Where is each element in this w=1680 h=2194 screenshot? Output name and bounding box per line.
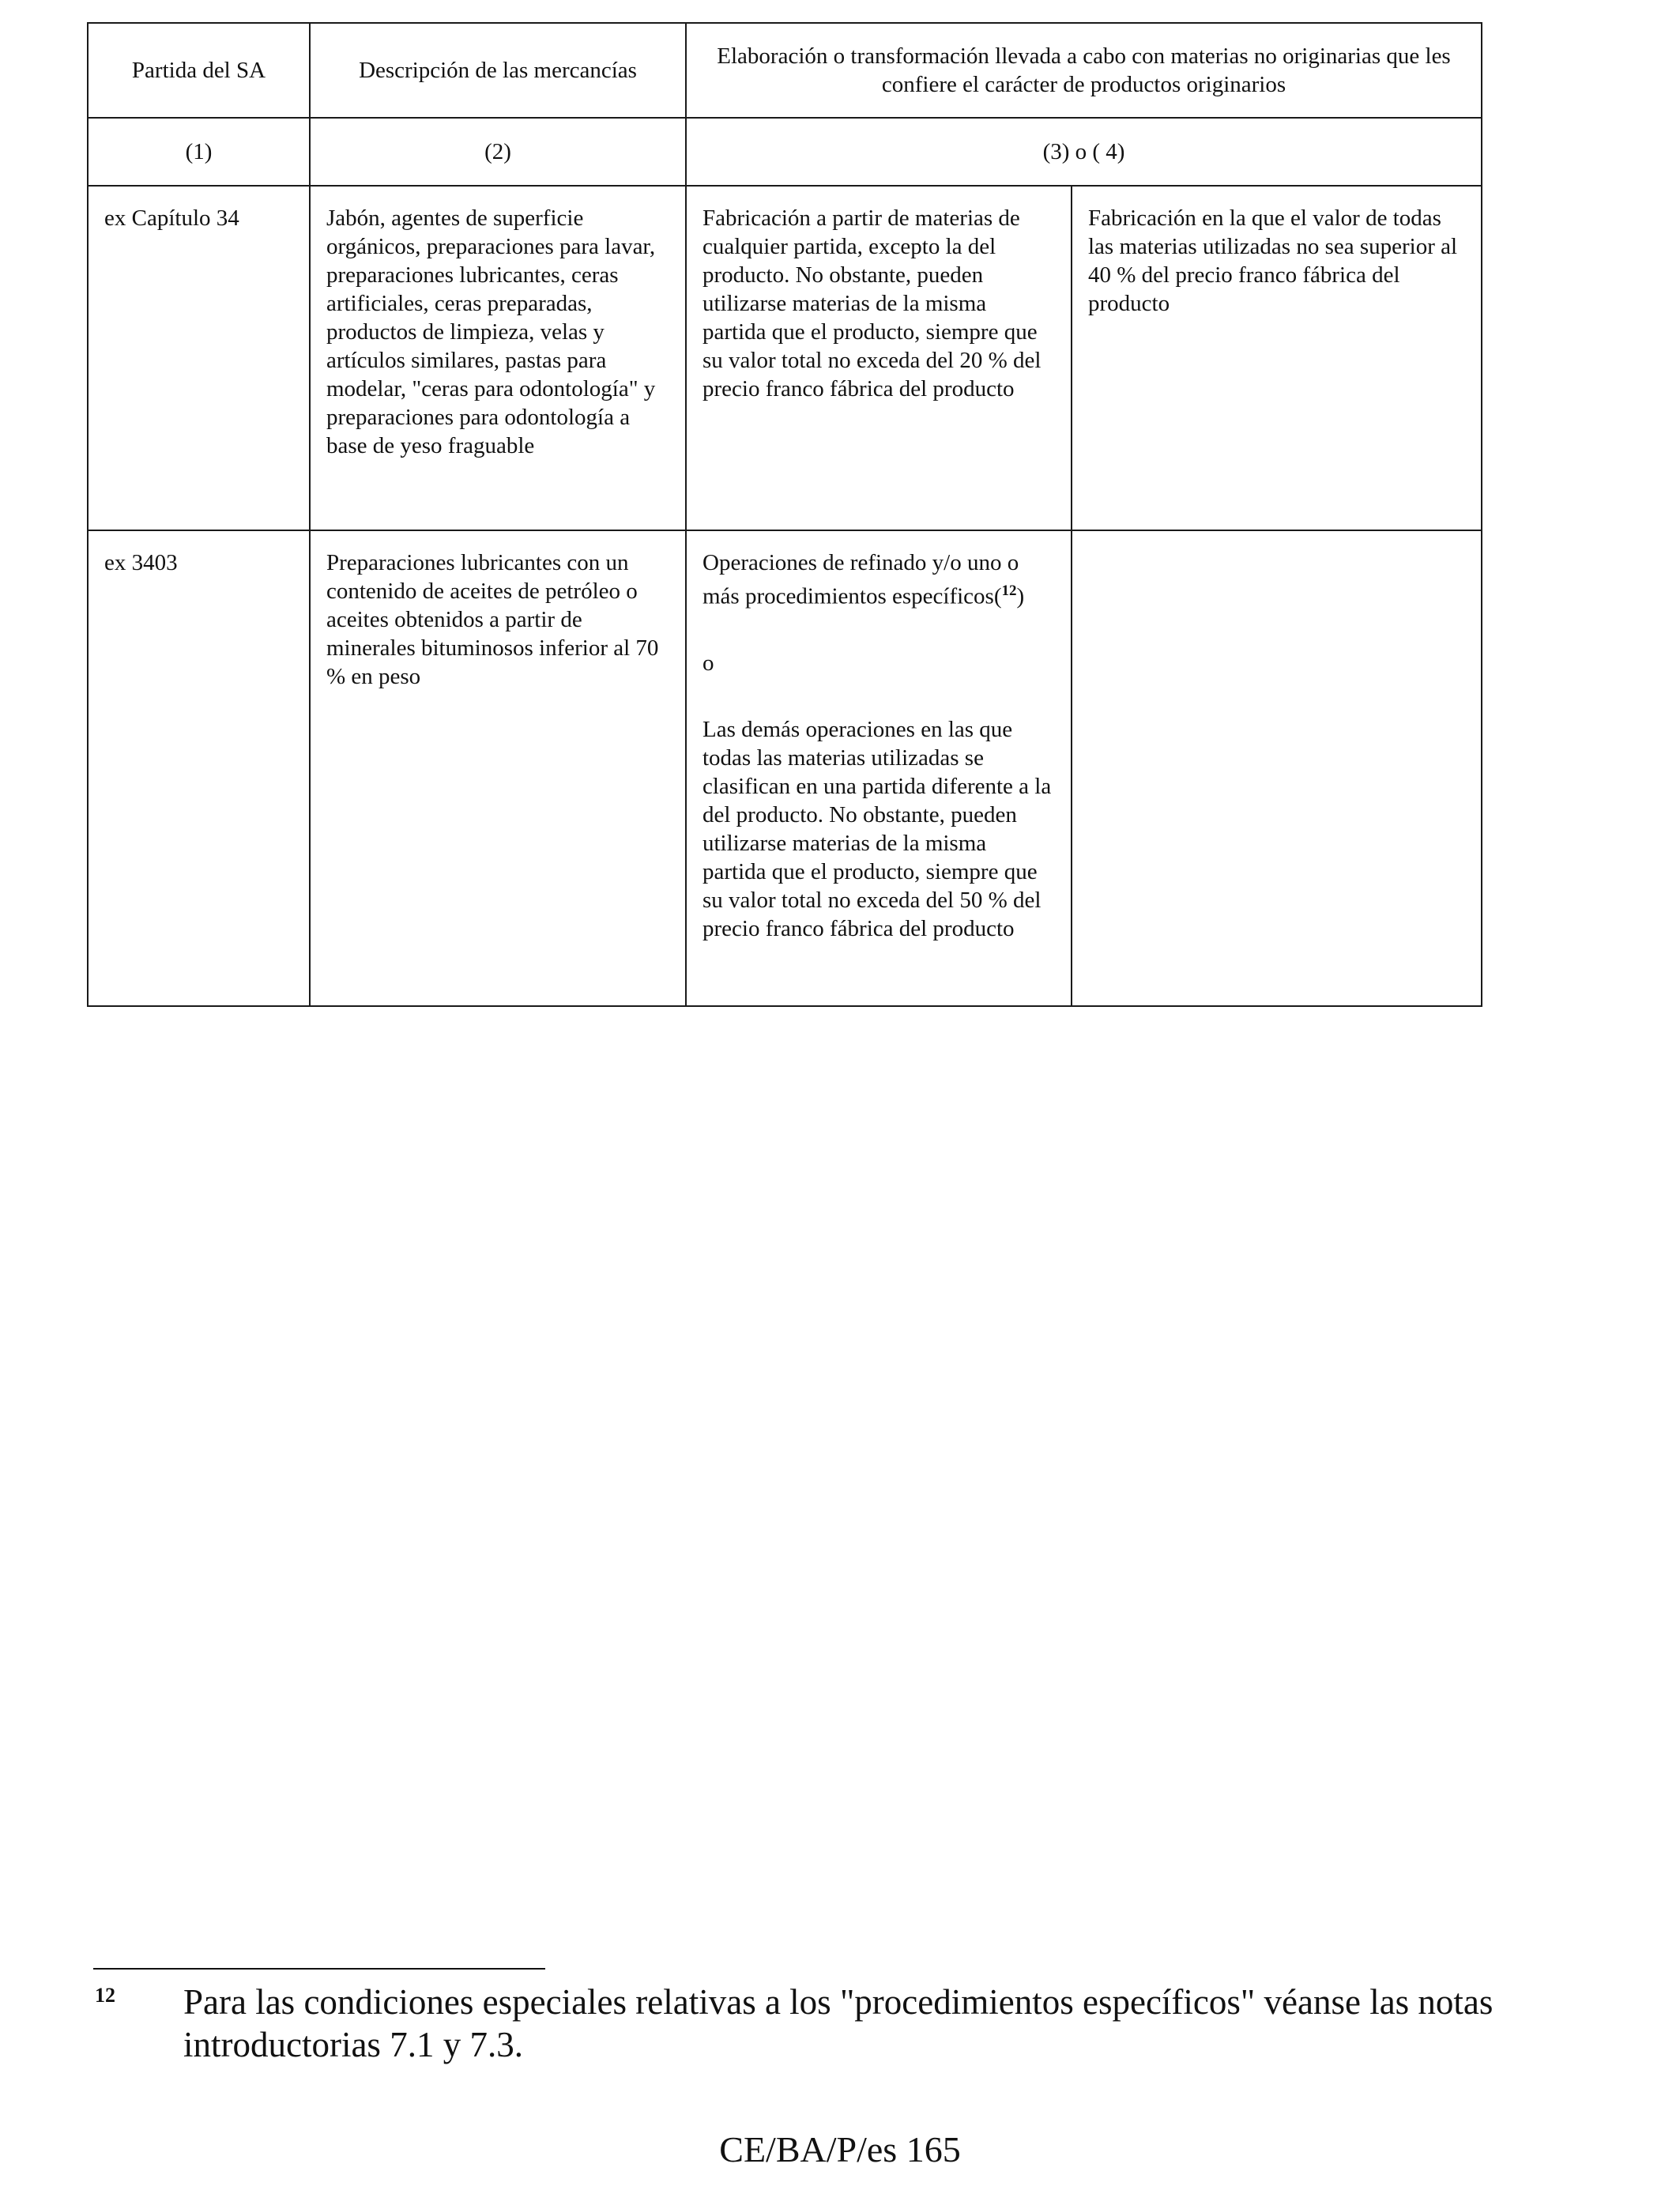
header-working-processing: Elaboración o transformación llevada a cabo con materias no originarias que les confiere el carácter de productos originarios <box>686 23 1482 118</box>
table-row <box>88 530 1482 1006</box>
footnote-text: Para las condiciones especiales relativas a los "procedimientos específicos" véanse las notas introductorias 7.1 y 7.3. <box>183 1982 1494 2064</box>
rule-option-1: Operaciones de refinado y/o uno o más procedimientos específicos($^{12}$) <box>703 550 1025 609</box>
description-cell: Jabón, agentes de superficie orgánicos, preparaciones para lavar, preparaciones lubricantes, ceras artificiales, ceras preparadas, productos de limpieza, velas y artículos similares, pastas para modelar, "ceras para odontología" y preparaciones para odontología a base de yeso fraguable <box>310 186 686 530</box>
column-number-1: (1) <box>88 118 310 186</box>
footnote-separator <box>93 1968 545 1970</box>
rule-col4-cell <box>1072 530 1482 1006</box>
origin-rules-table <box>87 22 1482 1007</box>
table-row <box>88 186 1482 530</box>
hs-heading-cell: ex 3403 <box>88 530 310 1006</box>
column-number-row <box>88 118 1482 186</box>
footnote-reference[interactable]: 12 <box>1001 582 1017 599</box>
description-cell: Preparaciones lubricantes con un contenido de aceites de petróleo o aceites obtenidos a partir de minerales bituminosos inferior al 70 % en peso <box>310 530 686 1006</box>
header-row <box>88 23 1482 118</box>
footnote-number: 12 <box>95 1984 115 2007</box>
rule-col3-cell <box>686 530 1072 1006</box>
hs-heading-cell: ex Capítulo 34 <box>88 186 310 530</box>
rule-col3-cell: Fabricación a partir de materias de cualquier partida, excepto la del producto. No obstante, pueden utilizarse materias de la misma partida que el producto, siempre que su valor total no exceda del 20 % del precio franco fábrica del producto <box>686 186 1072 530</box>
header-hs-heading: Partida del SA <box>88 23 310 118</box>
rule-option-2: Las demás operaciones en las que todas las materias utilizadas se clasifican en una partida diferente a la del producto. No obstante, pueden utilizarse materias de la misma partida que el producto, siempre que su valor total no exceda del 50 % del precio franco fábrica del producto <box>703 716 1052 941</box>
rule-col4-cell: Fabricación en la que el valor de todas las materias utilizadas no sea superior al 40 % del precio franco fábrica del producto <box>1072 186 1482 530</box>
header-description: Descripción de las mercancías <box>310 23 686 118</box>
page-identifier: CE/BA/P/es 165 <box>719 2129 961 2169</box>
column-number-3-4: (3) o ( 4) <box>686 118 1482 186</box>
rule-or-separator: o <box>703 650 714 676</box>
column-number-2: (2) <box>310 118 686 186</box>
